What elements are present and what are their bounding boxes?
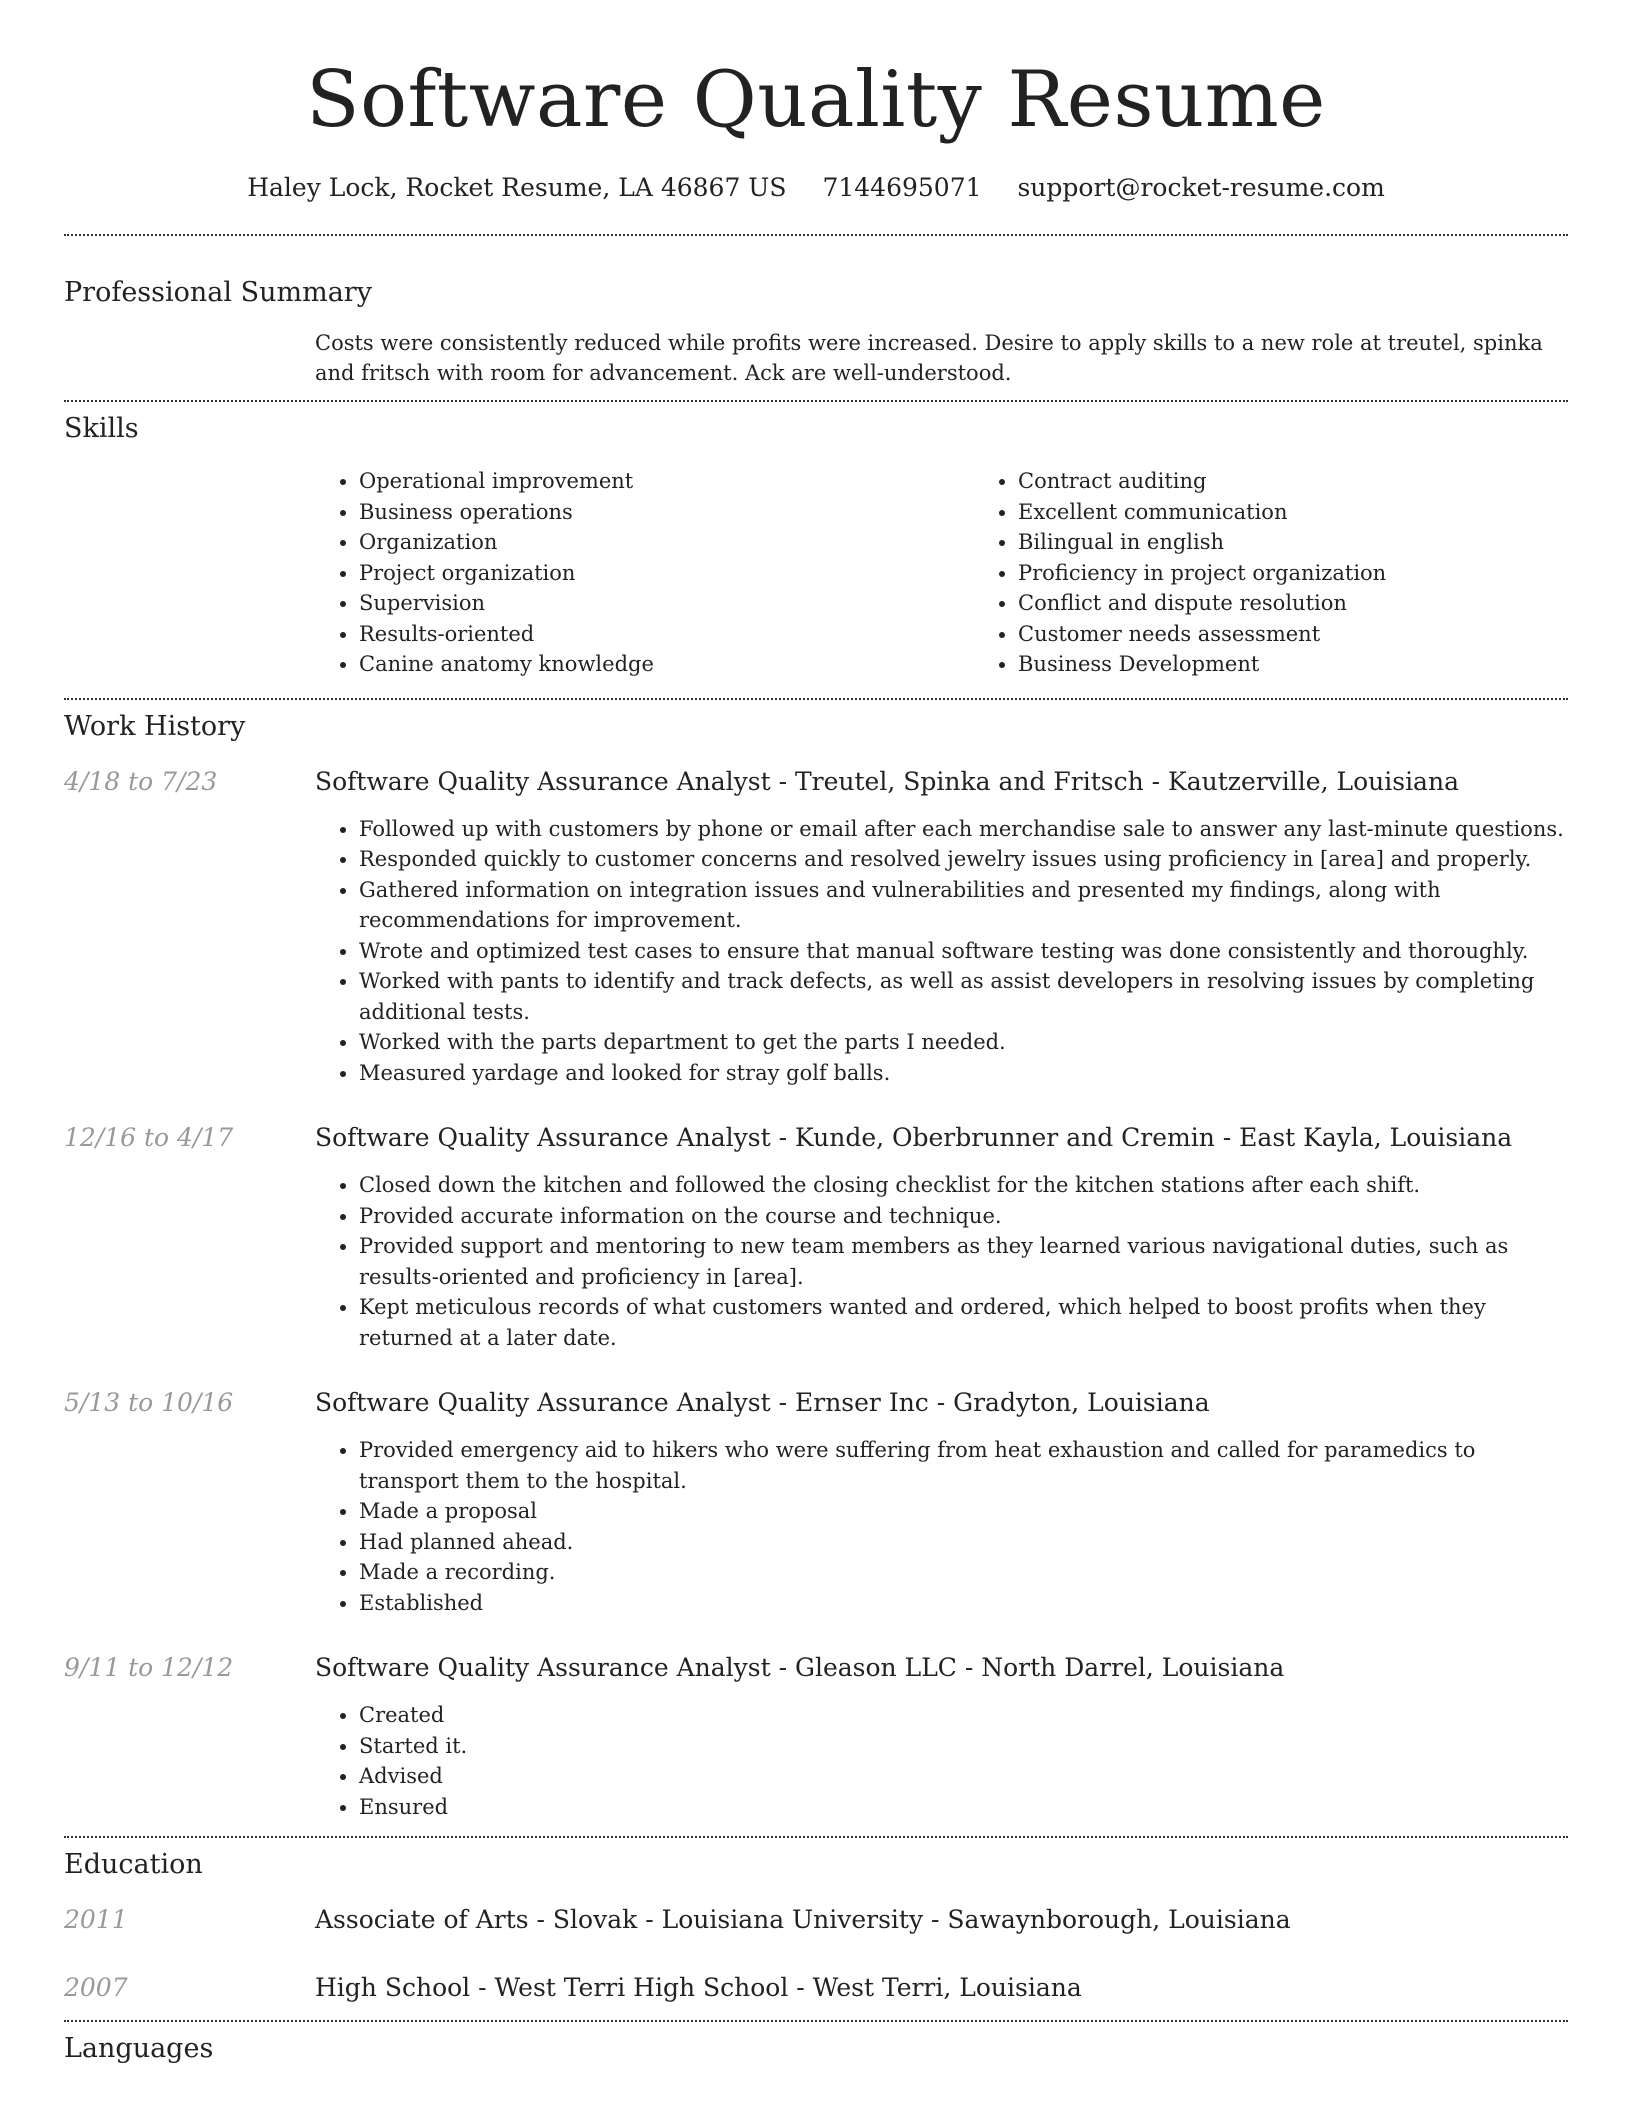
job-bullets xyxy=(315,1435,1568,1618)
job-bullet: • Made a proposal xyxy=(359,1496,1568,1527)
education-title: Associate of Arts - Slovak - Louisiana University - Sawaynborough, Louisiana xyxy=(315,1905,1291,1934)
skill-item: • Conflict and dispute resolution xyxy=(1018,588,1632,619)
job-entry xyxy=(64,1387,1568,1618)
job-bullet: • Advised xyxy=(359,1761,1568,1792)
job-title: Software Quality Assurance Analyst - Ernser Inc - Gradyton, Louisiana xyxy=(315,1388,1210,1417)
job-dates: 12/16 to 4/17 xyxy=(64,1123,234,1152)
job-bullet: • Gathered information on integration issues and vulnerabilities and presented my findings, along with recommendations for improvement. xyxy=(359,875,1568,936)
contact-line xyxy=(64,172,1568,204)
skill-item: • Project organization xyxy=(359,558,974,589)
summary-text: Costs were consistently reduced while profits were increased. Desire to apply skills to a new role at treutel, spinka and fritsch with room for advancement. Ack are well-understood. xyxy=(315,331,1543,385)
section-divider xyxy=(64,2020,1568,2022)
skills-heading: Skills xyxy=(64,413,139,444)
job-bullet: • Provided support and mentoring to new team members as they learned various navigational duties, such as results-oriented and proficiency in [area]. xyxy=(359,1231,1568,1292)
skill-item: • Results-oriented xyxy=(359,619,974,650)
summary-heading: Professional Summary xyxy=(64,277,372,308)
education-entry xyxy=(64,1972,1568,2004)
summary-left-spacer xyxy=(64,328,315,388)
job-bullets xyxy=(315,814,1568,1089)
job-title: Software Quality Assurance Analyst - Kunde, Oberbrunner and Cremin - East Kayla, Louisiana xyxy=(315,1123,1513,1152)
work-heading: Work History xyxy=(64,710,246,742)
job-bullet: • Provided emergency aid to hikers who were suffering from heat exhaustion and called for paramedics to transport them to the hospital. xyxy=(359,1435,1568,1496)
skill-item: • Customer needs assessment xyxy=(1018,619,1632,650)
section-divider xyxy=(64,234,1568,236)
job-bullets xyxy=(315,1700,1568,1822)
job-bullet: • Had planned ahead. xyxy=(359,1527,1568,1558)
education-entry xyxy=(64,1904,1568,1936)
skill-item: • Canine anatomy knowledge xyxy=(359,649,974,680)
job-content xyxy=(315,766,1568,1089)
job-bullet: • Ensured xyxy=(359,1792,1568,1823)
job-bullet: • Followed up with customers by phone or email after each merchandise sale to answer any last-minute questions. xyxy=(359,814,1568,845)
skills-list-right xyxy=(974,466,1632,680)
skill-item: • Contract auditing xyxy=(1018,466,1632,497)
job-bullet: • Wrote and optimized test cases to ensure that manual software testing was done consistently and thoroughly. xyxy=(359,936,1568,967)
job-bullets xyxy=(315,1170,1568,1353)
skill-item: • Bilingual in english xyxy=(1018,527,1632,558)
section-divider xyxy=(64,400,1568,402)
job-bullet: • Responded quickly to customer concerns and resolved jewelry issues using proficiency in [area] and properly. xyxy=(359,844,1568,875)
skill-item: • Supervision xyxy=(359,588,974,619)
summary-row xyxy=(64,328,1568,388)
section-divider xyxy=(64,1836,1568,1838)
job-bullet: • Worked with pants to identify and track defects, as well as assist developers in resolving issues by completing additional tests. xyxy=(359,966,1568,1027)
skill-item: • Business Development xyxy=(1018,649,1632,680)
resume-page xyxy=(64,0,1568,2066)
job-bullet: • Made a recording. xyxy=(359,1557,1568,1588)
job-title: Software Quality Assurance Analyst - Treutel, Spinka and Fritsch - Kautzerville, Louisiana xyxy=(315,766,1459,796)
summary-content xyxy=(315,328,1568,388)
resume-title: Software Quality Resume xyxy=(306,55,1326,145)
education-heading: Education xyxy=(64,1849,203,1880)
languages-heading: Languages xyxy=(64,2033,214,2064)
skill-item: • Operational improvement xyxy=(359,466,974,497)
job-entry xyxy=(64,1122,1568,1353)
contact-email: support@rocket-resume.com xyxy=(1017,173,1385,202)
job-bullet: • Established xyxy=(359,1588,1568,1619)
job-dates: 9/11 to 12/12 xyxy=(64,1653,234,1682)
skill-item: • Excellent communication xyxy=(1018,497,1632,528)
job-content xyxy=(315,1122,1568,1353)
education-year: 2007 xyxy=(64,1973,128,2002)
job-bullet: • Measured yardage and looked for stray golf balls. xyxy=(359,1058,1568,1089)
job-content xyxy=(315,1652,1568,1822)
job-dates: 5/13 to 10/16 xyxy=(64,1388,234,1417)
skills-columns xyxy=(315,466,1632,680)
job-bullet: • Kept meticulous records of what customers wanted and ordered, which helped to boost profits when they returned at a later date. xyxy=(359,1292,1568,1353)
job-bullet: • Closed down the kitchen and followed the closing checklist for the kitchen stations after each shift. xyxy=(359,1170,1568,1201)
job-dates: 4/18 to 7/23 xyxy=(64,766,218,796)
education-year: 2011 xyxy=(64,1905,128,1934)
job-entry xyxy=(64,766,1568,1089)
section-divider xyxy=(64,698,1568,700)
skill-item: • Business operations xyxy=(359,497,974,528)
job-title: Software Quality Assurance Analyst - Gleason LLC - North Darrel, Louisiana xyxy=(315,1653,1285,1682)
education-title: High School - West Terri High School - West Terri, Louisiana xyxy=(315,1973,1082,2002)
job-bullet: • Worked with the parts department to get the parts I needed. xyxy=(359,1027,1568,1058)
job-bullet: • Started it. xyxy=(359,1731,1568,1762)
job-content xyxy=(315,1387,1568,1618)
skills-list-left xyxy=(315,466,974,680)
skills-left-spacer xyxy=(64,466,315,680)
skill-item: • Organization xyxy=(359,527,974,558)
skills-row xyxy=(64,466,1568,680)
job-bullet: • Provided accurate information on the course and technique. xyxy=(359,1201,1568,1232)
job-bullet: • Created xyxy=(359,1700,1568,1731)
contact-phone: 7144695071 xyxy=(822,173,982,202)
skill-item: • Proficiency in project organization xyxy=(1018,558,1632,589)
education-content xyxy=(315,1904,1568,1936)
contact-address: Haley Lock, Rocket Resume, LA 46867 US xyxy=(247,173,787,202)
education-content xyxy=(315,1972,1568,2004)
job-entry xyxy=(64,1652,1568,1822)
